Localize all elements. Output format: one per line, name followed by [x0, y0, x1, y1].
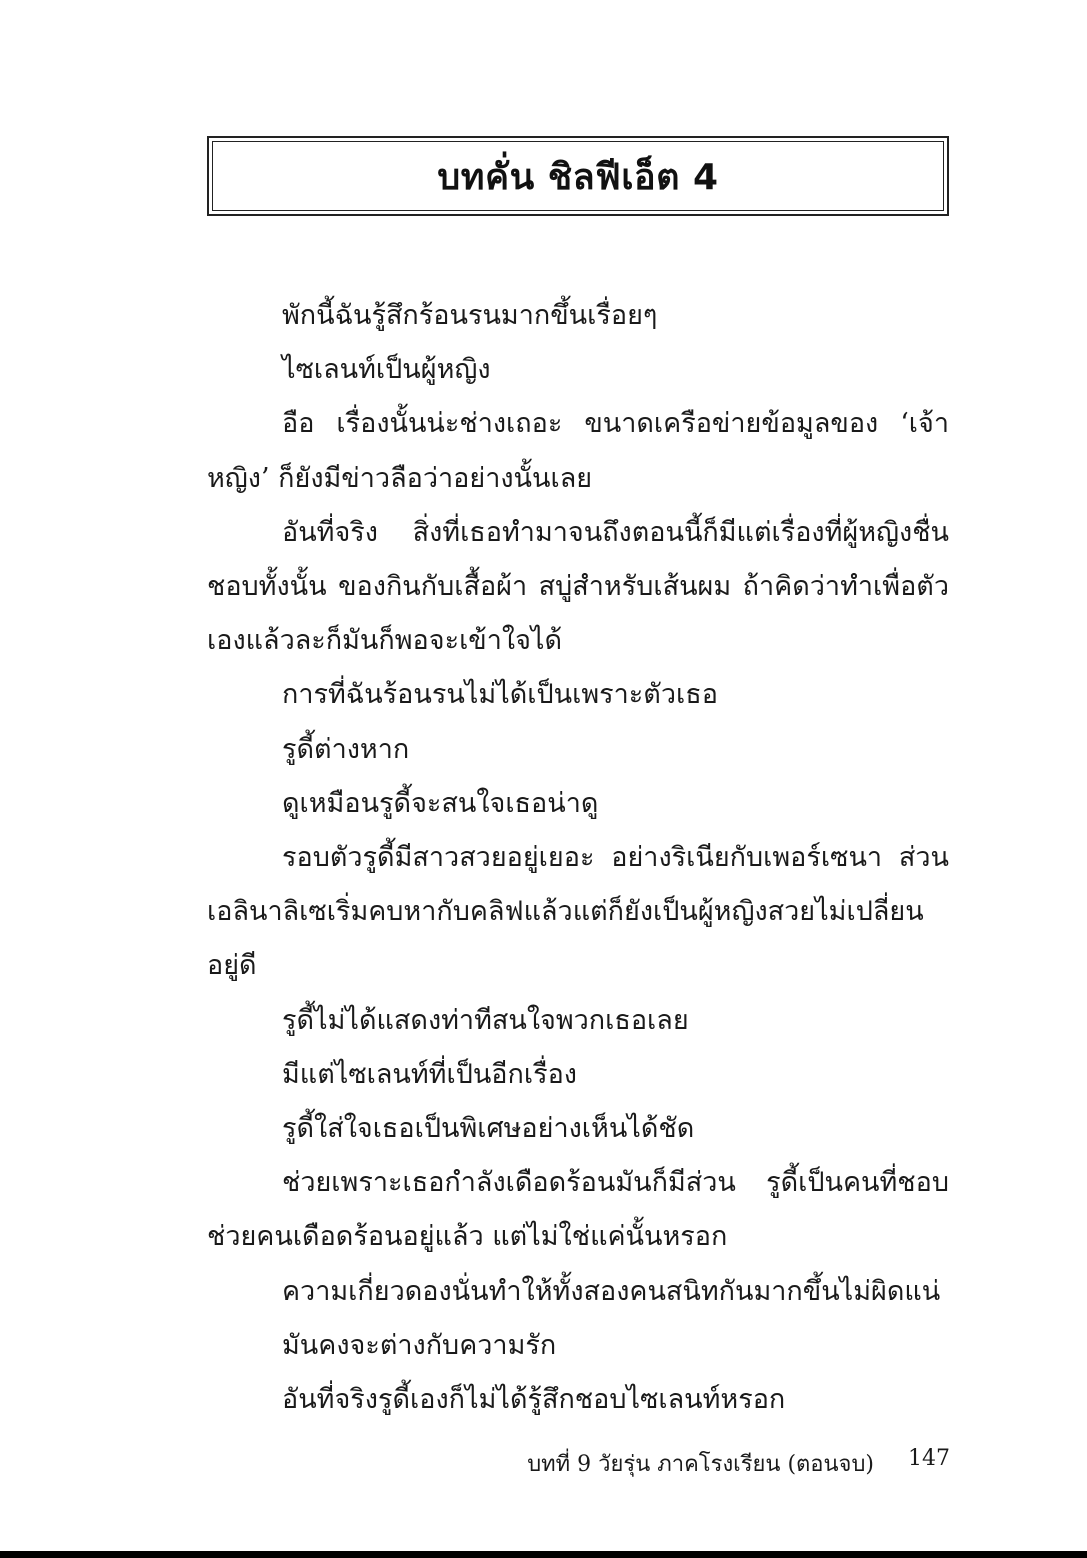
paragraph: ไซเลนท์เป็นผู้หญิง [282, 354, 491, 386]
paragraph: ช่วยเพราะเธอกำลังเดือดร้อนมันก็มีส่วน รูดี้เป็นคนที่ชอบช่วยคนเดือดร้อนอยู่แล้ว แต่ไม่ใช่แค่นั้นหรอก [207, 1167, 949, 1253]
running-header: บทที่ 9 วัยรุ่น ภาคโรงเรียน (ตอนจบ) [527, 1452, 874, 1477]
paragraph: อันที่จริง สิ่งที่เธอทำมาจนถึงตอนนี้ก็มีแต่เรื่องที่ผู้หญิงชื่นชอบทั้งนั้น ของกินกับเสื้อผ้า สบู่สำหรับเส้นผม ถ้าคิดว่าทำเพื่อตัวเองแล้วละก็มันก็พอจะเข้าใจได้ [207, 516, 949, 657]
paragraph: ดูเหมือนรูดี้จะสนใจเธอน่าดู [282, 787, 599, 819]
page-number: 147 [908, 1446, 950, 1471]
paragraph: อันที่จริงรูดี้เองก็ไม่ได้รู้สึกชอบไซเลนท์หรอก [282, 1384, 786, 1416]
body-text [207, 289, 949, 1427]
page-footer [527, 1446, 950, 1481]
chapter-title-box [207, 136, 949, 216]
chapter-title-frame [212, 141, 944, 211]
paragraph: รูดี้ต่างหาก [282, 733, 410, 765]
paragraph: อือ เรื่องนั้นน่ะช่างเถอะ ขนาดเครือข่ายข้อมูลของ ‘เจ้าหญิง’ ก็ยังมีข่าวลือว่าอย่างนั้นเลย [207, 408, 949, 494]
paragraph: มีแต่ไซเลนท์ที่เป็นอีกเรื่อง [282, 1058, 577, 1090]
paragraph: รูดี้ใส่ใจเธอเป็นพิเศษอย่างเห็นได้ชัด [282, 1113, 695, 1145]
paragraph: รอบตัวรูดี้มีสาวสวยอยู่เยอะ อย่างริเนียกับเพอร์เซนา ส่วนเอลินาลิเซเริ่มคบหากับคลิฟแล้วแต่ก็ยังเป็นผู้หญิงสวยไม่เปลี่ยนอยู่ดี [207, 842, 949, 982]
paragraph: มันคงจะต่างกับความรัก [282, 1329, 557, 1361]
paragraph: การที่ฉันร้อนรนไม่ได้เป็นเพราะตัวเธอ [282, 679, 718, 711]
paragraph: ความเกี่ยวดองนั่นทำให้ทั้งสองคนสนิทกันมากขึ้นไม่ผิดแน่ [282, 1275, 941, 1307]
paragraph: พักนี้ฉันรู้สึกร้อนรนมากขึ้นเรื่อยๆ [282, 300, 658, 331]
bottom-edge-bar [0, 1551, 1087, 1558]
chapter-title: บทคั่น ชิลฟีเอ็ต 4 [437, 156, 719, 198]
paragraph: รูดี้ไม่ได้แสดงท่าทีสนใจพวกเธอเลย [282, 1004, 689, 1036]
